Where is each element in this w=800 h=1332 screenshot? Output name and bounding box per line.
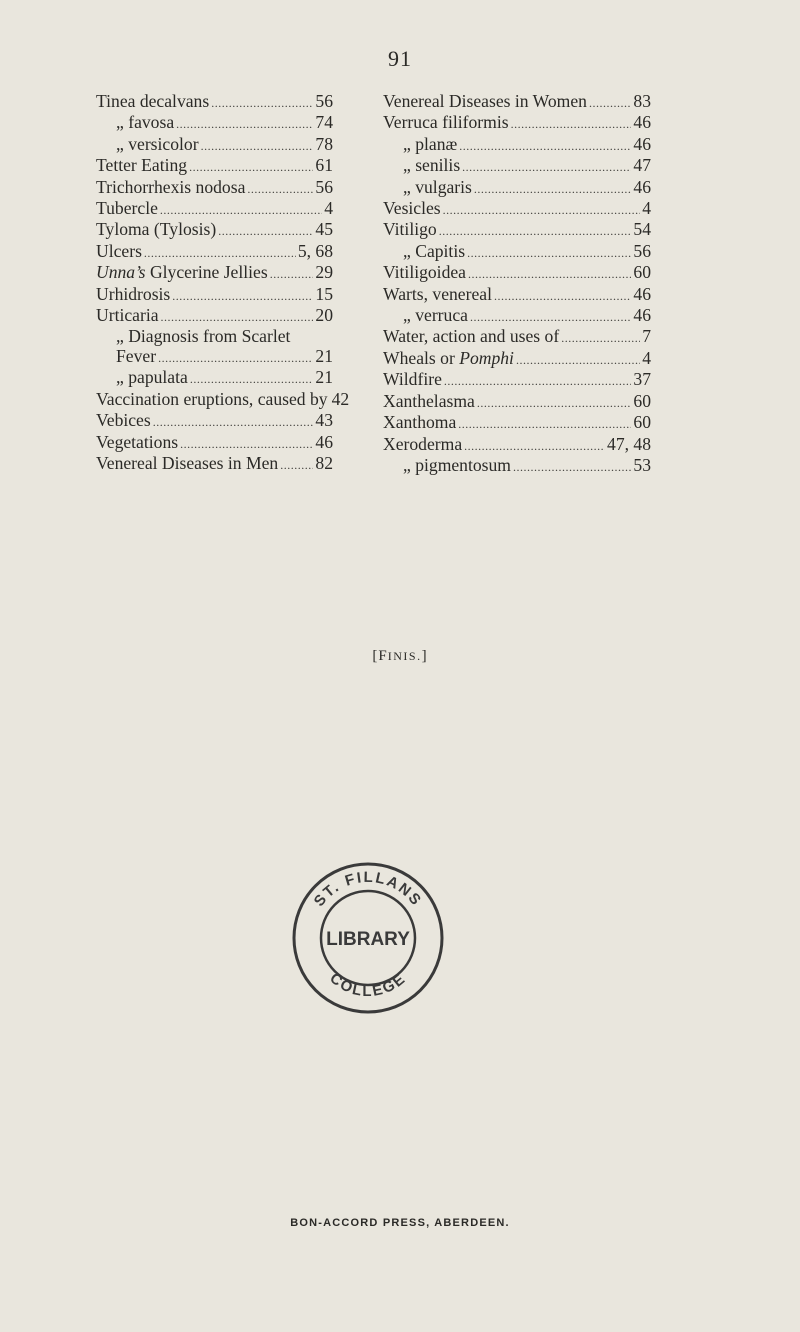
index-term: Venereal Diseases in Men xyxy=(96,452,279,473)
index-entry xyxy=(383,263,651,284)
index-entry xyxy=(383,220,651,241)
page-reference: 74 xyxy=(315,112,333,133)
page-reference: 46 xyxy=(633,283,651,304)
printer-imprint: BON-ACCORD PRESS, ABERDEEN. xyxy=(290,1217,510,1229)
dot-leader xyxy=(494,287,631,306)
page-reference: 60 xyxy=(633,412,651,433)
index-entry xyxy=(96,433,333,454)
page-reference: 56 xyxy=(633,240,651,261)
index-entry xyxy=(383,135,651,156)
page-reference: 21 xyxy=(315,345,333,366)
index-term: Trichorrhexis nodosa xyxy=(96,176,246,197)
index-entry xyxy=(96,347,333,368)
index-term: „ Capitis xyxy=(403,240,466,261)
stamp-center-text: LIBRARY xyxy=(326,929,410,950)
index-entry xyxy=(96,327,333,346)
dot-leader xyxy=(470,308,631,327)
dot-leader xyxy=(158,349,313,368)
page-reference: 47, 48 xyxy=(607,433,651,454)
index-entry xyxy=(96,92,333,113)
index-entry xyxy=(383,199,651,220)
dot-leader xyxy=(172,287,313,306)
index-entry xyxy=(96,156,333,177)
index-term: Xeroderma xyxy=(383,433,463,454)
page-reference: 7 xyxy=(642,326,651,347)
index-term: „ planæ xyxy=(403,133,458,154)
dot-leader xyxy=(511,115,632,134)
index-entry xyxy=(383,327,651,348)
index-entry xyxy=(383,392,651,413)
index-entry xyxy=(96,220,333,241)
stamp-arc-top: ST. FILLANS xyxy=(310,868,426,910)
index-entry xyxy=(383,92,651,113)
dot-leader xyxy=(444,372,632,391)
index-term: Unna’s Glycerine Jellies xyxy=(96,262,268,283)
dot-leader xyxy=(439,222,632,241)
index-entry xyxy=(383,113,651,134)
index-term: Tetter Eating xyxy=(96,155,188,176)
index-term: Xanthelasma xyxy=(383,390,475,411)
page-reference: 4 xyxy=(642,198,651,219)
index-entry xyxy=(96,242,333,263)
index-entry xyxy=(383,435,651,456)
dot-leader xyxy=(280,456,313,475)
dot-leader xyxy=(190,370,314,389)
index-term: Vesicles xyxy=(383,198,441,219)
index-entry xyxy=(96,178,333,199)
index-term: Ulcers xyxy=(96,240,142,261)
index-entry xyxy=(96,411,333,432)
dot-leader xyxy=(189,158,313,177)
index-term: „ vulgaris xyxy=(403,176,472,197)
page-reference: 78 xyxy=(315,133,333,154)
dot-leader xyxy=(201,137,314,156)
index-entry xyxy=(96,285,333,306)
page-reference: 4 xyxy=(642,347,651,368)
dot-leader xyxy=(462,158,631,177)
index-term: Fever xyxy=(116,345,157,366)
dot-leader xyxy=(144,244,296,263)
page-reference: 20 xyxy=(315,305,333,326)
index-term: Wheals or Pomphi xyxy=(383,347,514,368)
finis-mark: [FINIS.] xyxy=(372,648,428,664)
index-term: Vebices xyxy=(96,410,151,431)
dot-leader xyxy=(270,265,314,284)
dot-leader xyxy=(180,435,313,454)
index-term: „ favosa xyxy=(116,112,175,133)
page-reference: 5, 68 xyxy=(297,240,333,261)
page-reference: 60 xyxy=(633,390,651,411)
page-reference: 53 xyxy=(633,454,651,475)
index-entry xyxy=(96,454,333,475)
index-term: „ pigmentosum xyxy=(403,454,511,475)
page-reference: 21 xyxy=(315,367,333,388)
dot-leader xyxy=(161,308,314,327)
index-term: „ verruca xyxy=(403,305,468,326)
dot-leader xyxy=(464,437,605,456)
index-term: „ papulata xyxy=(116,367,188,388)
index-term: Vaccination eruptions, caused by xyxy=(96,388,328,409)
index-entry xyxy=(383,349,651,370)
dot-leader xyxy=(589,94,631,113)
dot-leader xyxy=(160,201,322,220)
page-reference: 46 xyxy=(633,176,651,197)
index-entry xyxy=(96,135,333,156)
index-term: Urhidrosis xyxy=(96,283,171,304)
dot-leader xyxy=(459,137,631,156)
page-reference: 29 xyxy=(315,262,333,283)
page-reference: 42 xyxy=(331,388,350,409)
dot-leader xyxy=(176,115,313,134)
stamp-arc-bottom: COLLEGE xyxy=(326,969,410,1001)
index-entry xyxy=(383,413,651,434)
index-entry xyxy=(96,263,333,284)
index-entry xyxy=(96,306,333,327)
index-term: Xanthoma xyxy=(383,412,457,433)
page-reference: 56 xyxy=(315,176,333,197)
dot-leader xyxy=(443,201,641,220)
index-term: Vitiligo xyxy=(383,219,437,240)
library-stamp xyxy=(288,858,448,1018)
index-entry xyxy=(383,156,651,177)
index-term: Urticaria xyxy=(96,305,159,326)
dot-leader xyxy=(247,180,313,199)
page-reference: 46 xyxy=(633,305,651,326)
page-number: 91 xyxy=(388,46,412,71)
index-entry xyxy=(383,306,651,327)
dot-leader xyxy=(218,222,313,241)
dot-leader xyxy=(468,265,631,284)
index-column-left xyxy=(96,91,350,475)
index-column-right xyxy=(383,92,651,477)
index-entry xyxy=(383,370,651,391)
page-reference: 60 xyxy=(633,262,651,283)
index-term: „ senilis xyxy=(403,155,461,176)
index-term: Tinea decalvans xyxy=(96,91,210,111)
dot-leader xyxy=(516,351,640,370)
index-term: Tyloma (Tylosis) xyxy=(96,219,217,240)
page-reference: 46 xyxy=(315,431,333,452)
dot-leader xyxy=(477,394,632,413)
dot-leader xyxy=(211,94,313,113)
page-reference: 56 xyxy=(315,91,333,111)
index-term: Vegetations xyxy=(96,431,179,452)
index-entry xyxy=(96,388,350,411)
page-reference: 4 xyxy=(324,198,333,219)
page-reference: 61 xyxy=(315,155,333,176)
index-term: Vitiligoidea xyxy=(383,262,466,283)
page-reference: 54 xyxy=(633,219,651,240)
dot-leader xyxy=(513,458,631,477)
index-entry xyxy=(383,178,651,199)
index-term: Venereal Diseases in Women xyxy=(383,91,587,111)
page-reference: 47 xyxy=(633,155,651,176)
dot-leader xyxy=(458,415,631,434)
page-reference: 37 xyxy=(633,369,651,390)
index-term: Wildfire xyxy=(383,369,442,390)
index-term: Tubercle xyxy=(96,198,158,219)
page-reference: 43 xyxy=(315,410,333,431)
dot-leader xyxy=(561,329,640,348)
page-reference: 82 xyxy=(315,452,333,473)
index-entry xyxy=(383,456,651,477)
index-entry xyxy=(383,242,651,263)
dot-leader xyxy=(467,244,631,263)
index-entry xyxy=(96,113,333,134)
index-term: Water, action and uses of xyxy=(383,326,560,347)
dot-leader xyxy=(153,413,314,432)
index-term: „ Diagnosis from Scarlet xyxy=(116,326,291,347)
index-entry xyxy=(383,285,651,306)
page-reference: 46 xyxy=(633,112,651,133)
page-reference: 83 xyxy=(633,91,651,111)
index-term: Warts, venereal xyxy=(383,283,492,304)
index-entry xyxy=(96,368,333,389)
index-entry xyxy=(96,199,333,220)
index-term: Verruca filiformis xyxy=(383,112,509,133)
index-term: „ versicolor xyxy=(116,133,199,154)
page-reference: 45 xyxy=(315,219,333,240)
dot-leader xyxy=(474,180,632,199)
page-reference: 46 xyxy=(633,133,651,154)
page-reference: 15 xyxy=(315,283,333,304)
